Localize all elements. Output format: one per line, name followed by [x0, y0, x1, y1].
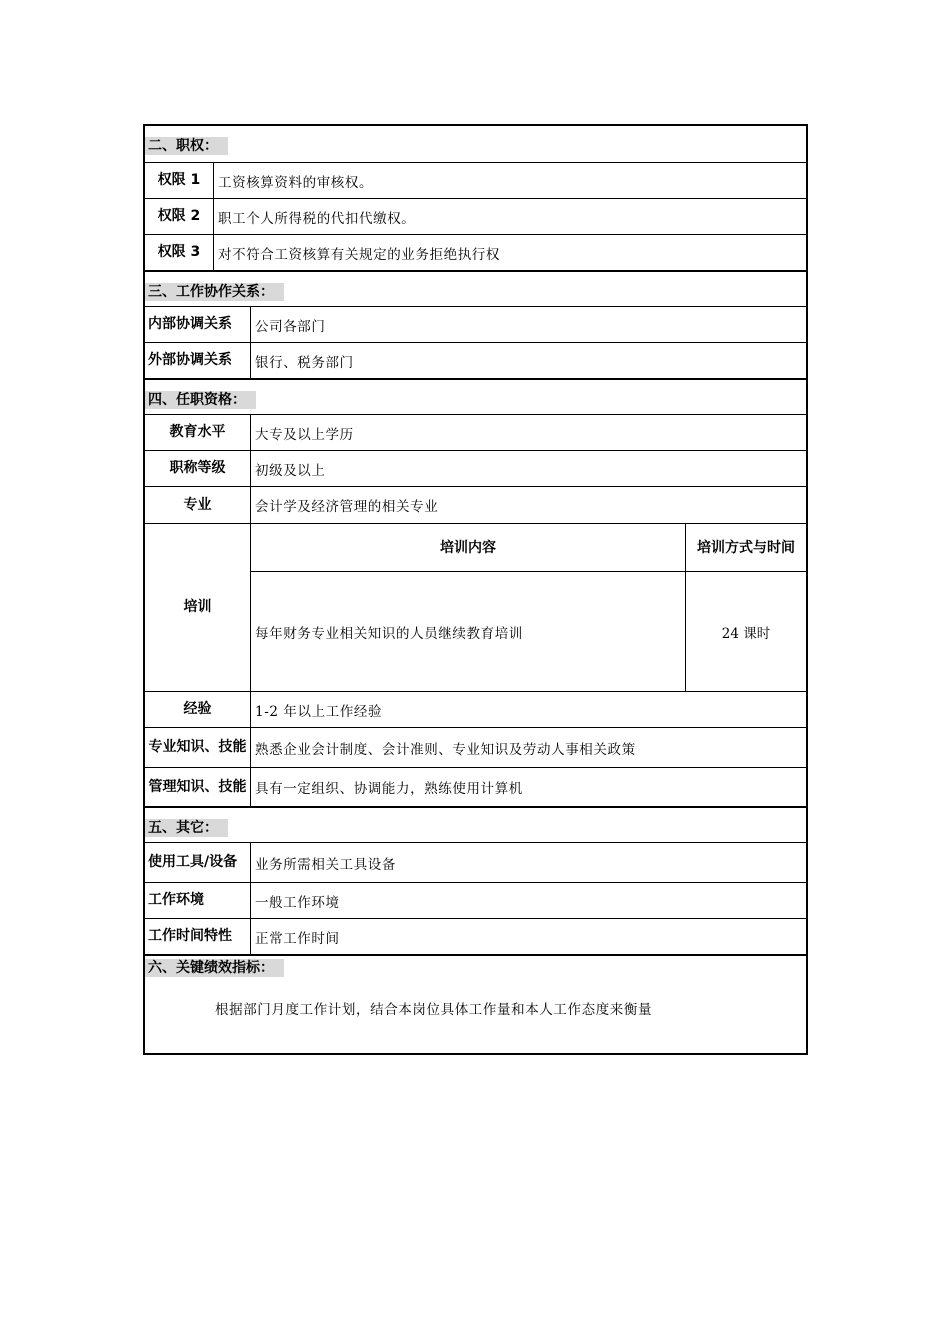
- tools-row: [145, 842, 806, 882]
- authority-row: [145, 234, 806, 270]
- section-title: 三、工作协作关系：: [145, 283, 284, 301]
- relation-row: [145, 342, 806, 378]
- title-level-label: 职称等级: [145, 451, 251, 486]
- authority-label: 权限 2: [145, 199, 214, 234]
- authority-label: 权限 3: [145, 235, 214, 270]
- major-value: 会计学及经济管理的相关专业: [255, 499, 439, 515]
- authority-row: [145, 162, 806, 198]
- relation-label: 外部协调关系: [145, 343, 251, 378]
- experience-value: 1-2 年以上工作经验: [255, 703, 383, 720]
- training-row: [145, 523, 806, 691]
- major-label: 专业: [145, 487, 251, 523]
- pro-skills-value: 熟悉企业会计制度、会计准则、专业知识及劳动人事相关政策: [255, 741, 636, 758]
- section-other-header: [145, 806, 806, 842]
- title-level-row: [145, 450, 806, 486]
- time-value: 正常工作时间: [255, 930, 340, 947]
- authority-value: 工资核算资料的审核权。: [218, 174, 374, 191]
- pro-skills-label: 专业知识、技能: [145, 728, 251, 767]
- training-label: 培训: [145, 524, 251, 691]
- relation-label: 内部协调关系: [145, 307, 251, 342]
- training-subtable: [251, 524, 806, 691]
- section-title: 六、关键绩效指标：: [145, 959, 284, 977]
- experience-row: [145, 691, 806, 727]
- authority-label: 权限 1: [145, 163, 214, 198]
- pro-skills-row: [145, 727, 806, 767]
- training-body-row: [251, 572, 806, 691]
- training-method-header: 培训方式与时间: [697, 539, 795, 556]
- training-method-value: 24 课时: [721, 625, 771, 642]
- mgmt-skills-row: [145, 767, 806, 806]
- mgmt-skills-value: 具有一定组织、协调能力，熟练使用计算机: [255, 781, 523, 797]
- tools-label: 使用工具/设备: [145, 843, 251, 882]
- relation-row: [145, 306, 806, 342]
- tools-value: 业务所需相关工具设备: [255, 856, 396, 873]
- section-title: 四、任职资格：: [145, 391, 256, 409]
- experience-label: 经验: [145, 692, 251, 727]
- environment-row: [145, 882, 806, 918]
- job-description-table: [143, 124, 808, 1055]
- education-row: [145, 414, 806, 450]
- authority-value: 职工个人所得税的代扣代缴权。: [218, 210, 416, 227]
- training-content-value: 每年财务专业相关知识的人员继续教育培训: [251, 572, 686, 691]
- section-kpi: [145, 954, 806, 1053]
- title-level-value: 初级及以上: [255, 462, 326, 479]
- mgmt-skills-label: 管理知识、技能: [145, 768, 251, 806]
- time-label: 工作时间特性: [145, 919, 251, 954]
- authority-row: [145, 198, 806, 234]
- time-row: [145, 918, 806, 954]
- training-content-header: 培训内容: [251, 524, 686, 571]
- environment-label: 工作环境: [145, 883, 251, 918]
- section-authority-header: [145, 126, 806, 162]
- major-row: [145, 486, 806, 523]
- environment-value: 一般工作环境: [255, 894, 340, 911]
- education-label: 教育水平: [145, 415, 251, 450]
- section-qualifications-header: [145, 378, 806, 414]
- relation-value: 公司各部门: [255, 318, 326, 335]
- section-relations-header: [145, 270, 806, 306]
- training-header-row: [251, 524, 806, 572]
- education-value: 大专及以上学历: [255, 426, 354, 443]
- section-title: 二、职权：: [145, 137, 228, 155]
- section-title: 五、其它：: [145, 819, 228, 837]
- kpi-text: 根据部门月度工作计划，结合本岗位具体工作量和本人工作态度来衡量: [215, 1002, 653, 1018]
- authority-value: 对不符合工资核算有关规定的业务拒绝执行权: [218, 246, 500, 263]
- relation-value: 银行、税务部门: [255, 354, 354, 371]
